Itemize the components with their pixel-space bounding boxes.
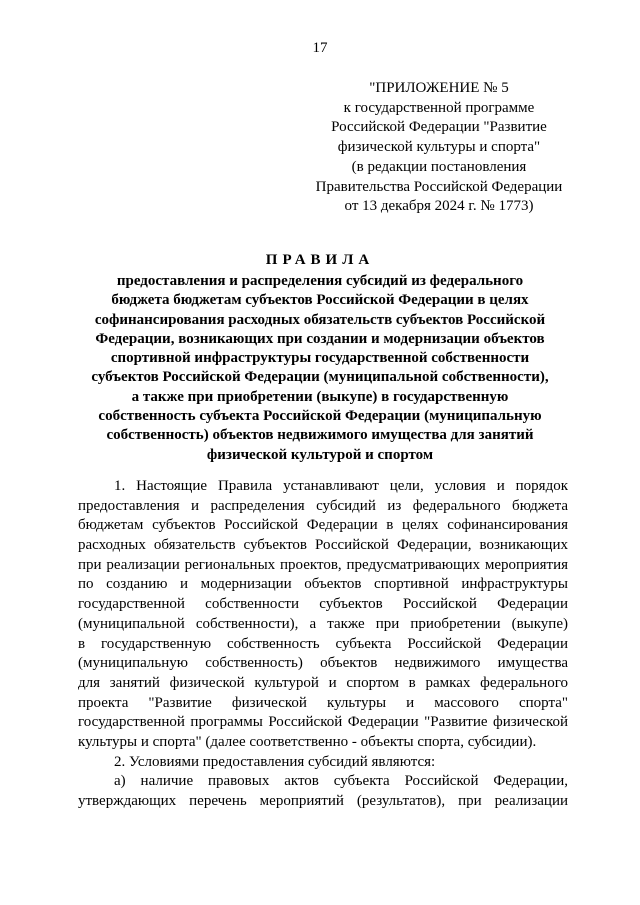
paragraph-line: при реализации региональных проектов, предусматривающих мероприятия xyxy=(78,556,568,573)
subtitle-line: собственность субъекта Российской Федерации (муниципальную xyxy=(98,408,542,425)
subtitle-line: бюджета бюджетам субъектов Российской Федерации в целях xyxy=(111,292,529,309)
subtitle-line: предоставления и распределения субсидий из федерального xyxy=(116,273,524,289)
subtitle-line: Федерации, возникающих при создании и модернизации объектов xyxy=(95,330,545,347)
appendix-header xyxy=(300,79,578,217)
appendix-line: к государственной программе xyxy=(343,99,535,116)
rules-title: ПРАВИЛА xyxy=(265,252,375,268)
paragraph-line: 2. Условиями предоставления субсидий являются: xyxy=(114,753,436,770)
paragraph-line: в государственную собственность субъекта Российской Федерации xyxy=(78,635,568,652)
paragraph-line: для занятий физической культурой и спортом в рамках федерального xyxy=(78,674,568,691)
paragraph-line: государственной программы Российской Федерации "Развитие физической xyxy=(78,714,568,731)
appendix-line: Российской Федерации "Развитие xyxy=(331,119,547,136)
body-text xyxy=(78,477,568,812)
paragraph-2 xyxy=(78,753,568,773)
subtitle-line: софинансирования расходных обязательств субъектов Российской xyxy=(94,311,546,328)
subtitle-line: а также при приобретении (выкупе) в государственную xyxy=(131,388,509,405)
appendix-line: физической культуры и спорта" xyxy=(337,139,541,156)
item-a xyxy=(78,772,568,811)
paragraph-line: (муниципальной собственности), а также при приобретении (выкупе) xyxy=(78,615,568,632)
appendix-line: Правительства Российской Федерации xyxy=(315,178,563,195)
paragraph-line: проекта "Развитие физической культуры и массового спорта" xyxy=(78,694,568,711)
paragraph-line: утверждающих перечень мероприятий (результатов), при реализации xyxy=(78,793,568,809)
subtitle-line: физической культурой и спортом xyxy=(206,446,434,463)
paragraph-line: (муниципальную собственность) объектов недвижимого имущества xyxy=(78,655,568,672)
paragraph-line: культуры и спорта" (далее соответственно - объекты спорта, субсидии). xyxy=(78,733,537,750)
paragraph-line: по созданию и модернизации объектов спортивной инфраструктуры xyxy=(78,576,568,593)
paragraph-line: расходных обязательств субъектов Российской Федерации, возникающих xyxy=(78,537,568,554)
paragraph-line: а) наличие правовых актов субъекта Российской Федерации, xyxy=(114,773,568,790)
paragraph-line: государственной собственности субъектов Российской Федерации xyxy=(78,596,568,613)
subtitle-line: собственность) объектов недвижимого имущества для занятий xyxy=(106,427,534,444)
subtitle-line: субъектов Российской Федерации (муниципальной собственности), xyxy=(91,369,549,386)
subtitle-line: спортивной инфраструктуры государственной собственности xyxy=(110,350,530,367)
paragraph-line: предоставления и распределения субсидий из федерального бюджета xyxy=(78,497,568,514)
paragraph-line: 1. Настоящие Правила устанавливают цели, условия и порядок xyxy=(114,478,568,494)
appendix-line: "ПРИЛОЖЕНИЕ № 5 xyxy=(369,80,509,96)
appendix-line: от 13 декабря 2024 г. № 1773) xyxy=(344,198,534,215)
page-number: 17 xyxy=(312,40,328,56)
appendix-line: (в редакции постановления xyxy=(351,158,527,175)
paragraph-line: бюджетам субъектов Российской Федерации в целях софинансирования xyxy=(78,517,568,534)
paragraph-1 xyxy=(78,477,568,753)
rules-subtitle xyxy=(60,272,580,465)
